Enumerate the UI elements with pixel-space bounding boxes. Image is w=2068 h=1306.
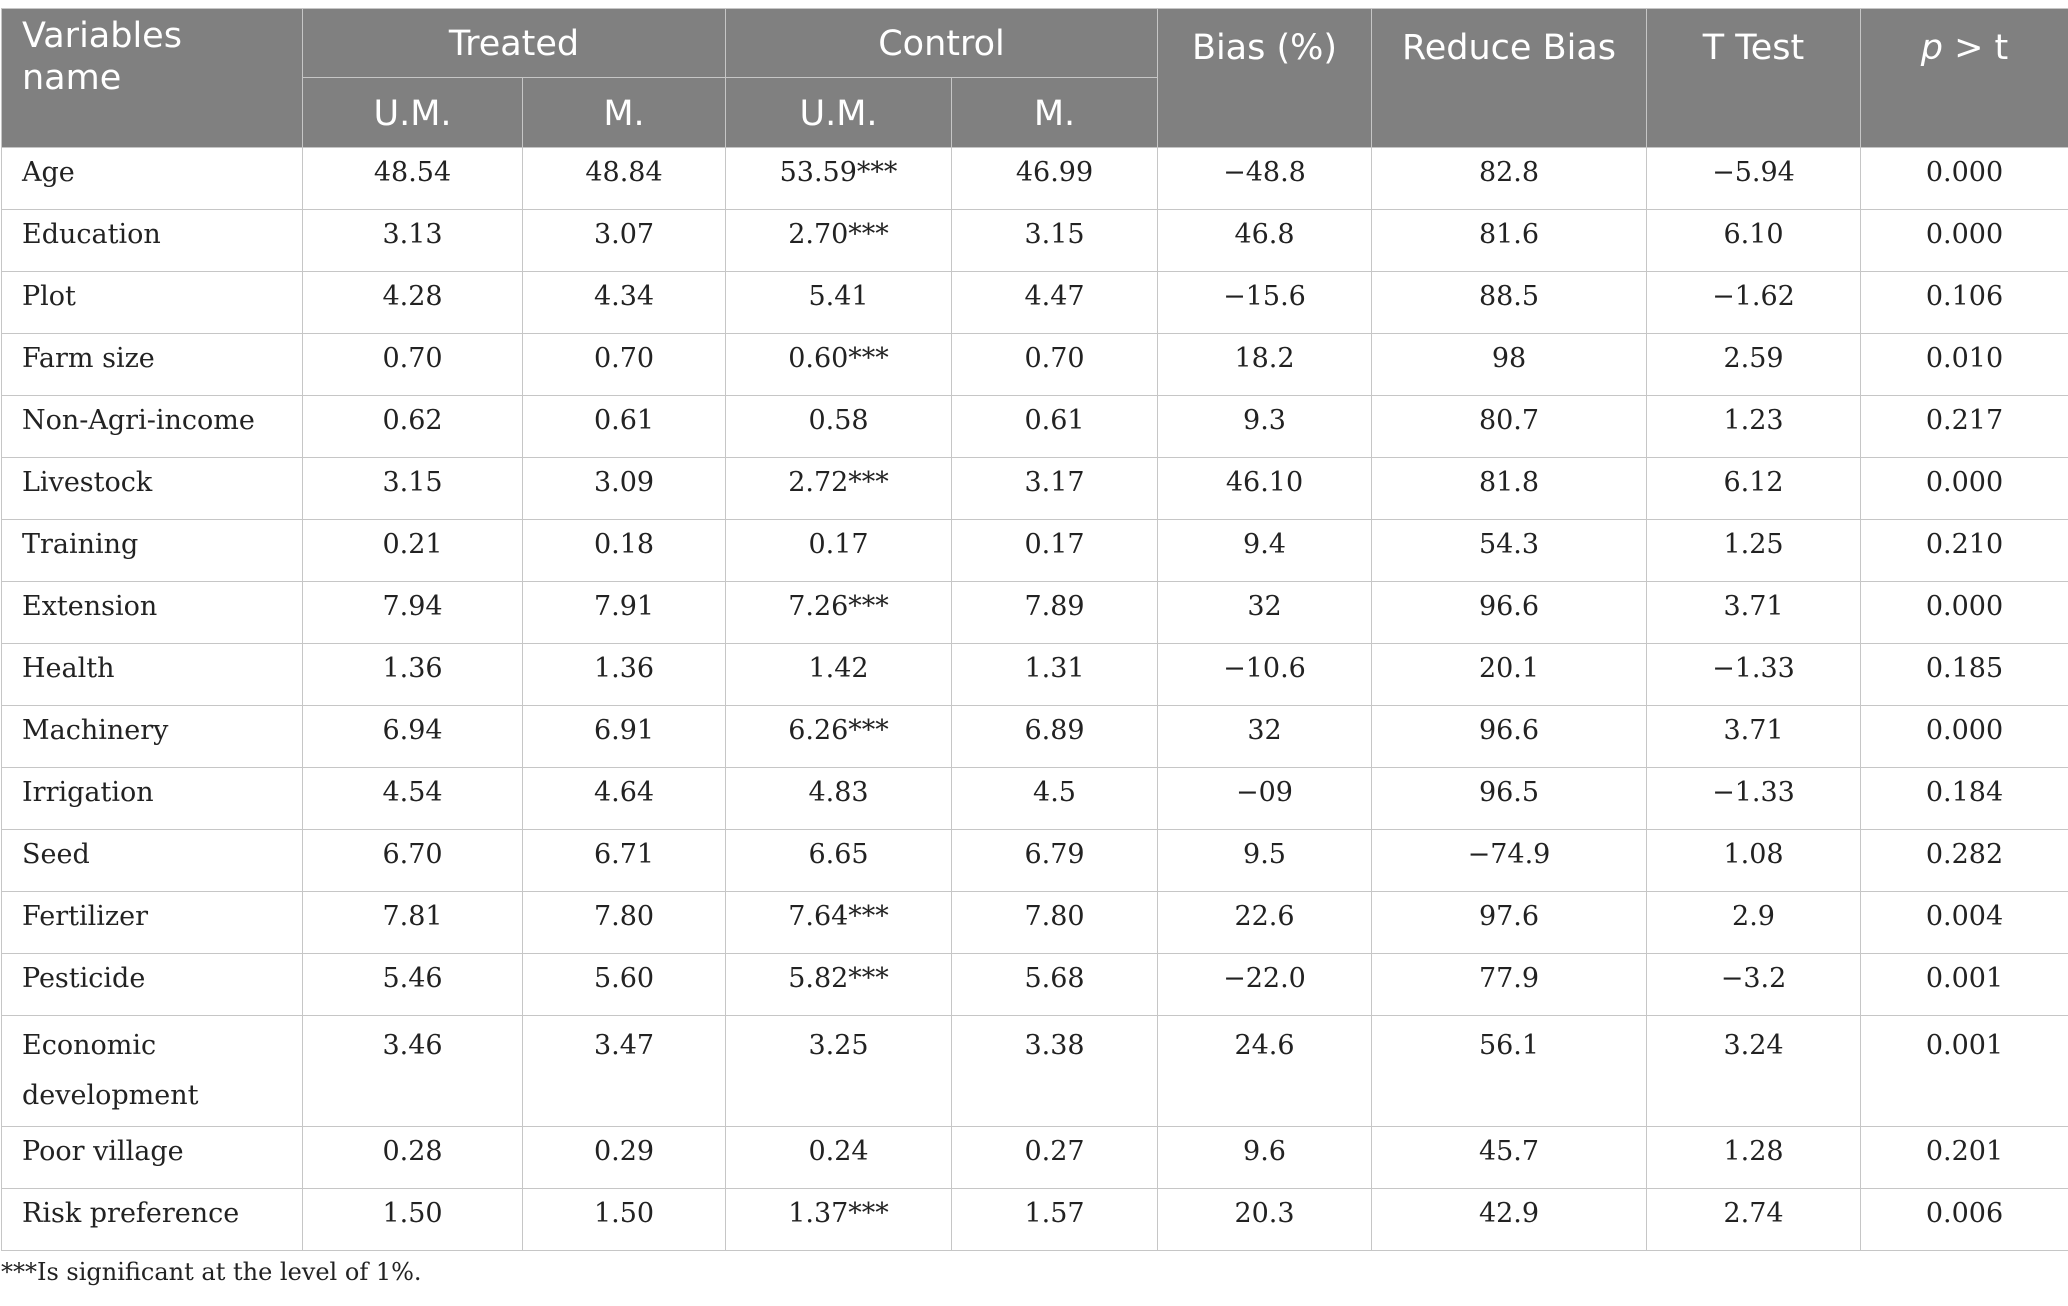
- cell-control-m: 5.68: [952, 954, 1158, 1016]
- cell-treated-um: 0.21: [303, 520, 523, 582]
- cell-control-um: 5.82***: [726, 954, 952, 1016]
- table-row: [2, 768, 2068, 830]
- cell-p-value: 0.004: [1861, 892, 2068, 954]
- cell-treated-um: 6.70: [303, 830, 523, 892]
- cell-control-um: 4.83: [726, 768, 952, 830]
- header-variables-name: [2, 9, 303, 148]
- cell-treated-m: 0.61: [523, 396, 726, 458]
- table-row: [2, 892, 2068, 954]
- cell-treated-um: 5.46: [303, 954, 523, 1016]
- cell-bias: 46.10: [1158, 458, 1372, 520]
- cell-p-value: 0.000: [1861, 148, 2068, 210]
- cell-treated-um: 0.70: [303, 334, 523, 396]
- cell-reduce-bias: 45.7: [1372, 1127, 1647, 1189]
- cell-control-m: 3.15: [952, 210, 1158, 272]
- cell-t-test: −1.62: [1647, 272, 1861, 334]
- cell-bias: 32: [1158, 706, 1372, 768]
- cell-variable-name: Education: [2, 210, 303, 272]
- cell-control-um: 6.65: [726, 830, 952, 892]
- cell-reduce-bias: 56.1: [1372, 1016, 1647, 1127]
- cell-reduce-bias: 96.6: [1372, 582, 1647, 644]
- cell-treated-m: 1.36: [523, 644, 726, 706]
- cell-treated-m: 0.18: [523, 520, 726, 582]
- cell-t-test: 6.12: [1647, 458, 1861, 520]
- cell-bias: 32: [1158, 582, 1372, 644]
- cell-treated-um: 3.46: [303, 1016, 523, 1127]
- table-row: [2, 706, 2068, 768]
- cell-treated-m: 4.64: [523, 768, 726, 830]
- cell-treated-m: 3.47: [523, 1016, 726, 1127]
- cell-variable-name: Training: [2, 520, 303, 582]
- cell-variable-name: Risk preference: [2, 1189, 303, 1251]
- cell-variable-name: Seed: [2, 830, 303, 892]
- cell-bias: 20.3: [1158, 1189, 1372, 1251]
- header-treated-um: U.M.: [303, 78, 523, 148]
- cell-treated-um: 3.15: [303, 458, 523, 520]
- cell-treated-m: 5.60: [523, 954, 726, 1016]
- cell-reduce-bias: 81.8: [1372, 458, 1647, 520]
- table-body: [2, 148, 2068, 1251]
- cell-t-test: −1.33: [1647, 644, 1861, 706]
- cell-treated-um: 7.94: [303, 582, 523, 644]
- cell-control-m: 0.27: [952, 1127, 1158, 1189]
- cell-treated-m: 6.91: [523, 706, 726, 768]
- cell-treated-um: 48.54: [303, 148, 523, 210]
- cell-p-value: 0.210: [1861, 520, 2068, 582]
- cell-p-value: 0.001: [1861, 954, 2068, 1016]
- header-control: Control: [726, 9, 1158, 78]
- cell-bias: 24.6: [1158, 1016, 1372, 1127]
- cell-bias: −22.0: [1158, 954, 1372, 1016]
- cell-control-um: 5.41: [726, 272, 952, 334]
- cell-t-test: 1.08: [1647, 830, 1861, 892]
- cell-treated-m: 0.70: [523, 334, 726, 396]
- cell-variable-name: Livestock: [2, 458, 303, 520]
- cell-t-test: 3.71: [1647, 582, 1861, 644]
- cell-p-value: 0.000: [1861, 210, 2068, 272]
- cell-p-value: 0.185: [1861, 644, 2068, 706]
- cell-t-test: 6.10: [1647, 210, 1861, 272]
- cell-p-value: 0.217: [1861, 396, 2068, 458]
- cell-treated-um: 0.62: [303, 396, 523, 458]
- table-row: [2, 582, 2068, 644]
- cell-control-um: 0.24: [726, 1127, 952, 1189]
- cell-treated-m: 48.84: [523, 148, 726, 210]
- cell-control-um: 53.59***: [726, 148, 952, 210]
- cell-control-um: 7.26***: [726, 582, 952, 644]
- cell-p-value: 0.184: [1861, 768, 2068, 830]
- cell-bias: 9.5: [1158, 830, 1372, 892]
- cell-variable-name: Plot: [2, 272, 303, 334]
- cell-control-m: 3.38: [952, 1016, 1158, 1127]
- cell-control-um: 0.17: [726, 520, 952, 582]
- cell-p-value: 0.006: [1861, 1189, 2068, 1251]
- cell-t-test: 1.25: [1647, 520, 1861, 582]
- header-reduce-bias: Reduce Bias: [1372, 9, 1647, 148]
- header-bias: Bias (%): [1158, 9, 1372, 148]
- cell-reduce-bias: 80.7: [1372, 396, 1647, 458]
- cell-control-m: 4.47: [952, 272, 1158, 334]
- cell-variable-name: Age: [2, 148, 303, 210]
- header-variables-name-text: Variables name: [22, 16, 182, 98]
- cell-treated-um: 6.94: [303, 706, 523, 768]
- table-row: [2, 458, 2068, 520]
- cell-bias: −15.6: [1158, 272, 1372, 334]
- cell-bias: −48.8: [1158, 148, 1372, 210]
- table-row: [2, 1016, 2068, 1127]
- cell-treated-m: 7.80: [523, 892, 726, 954]
- cell-bias: −10.6: [1158, 644, 1372, 706]
- cell-control-m: 4.5: [952, 768, 1158, 830]
- cell-variable-name: Pesticide: [2, 954, 303, 1016]
- cell-control-um: 1.37***: [726, 1189, 952, 1251]
- balance-table: [1, 8, 2068, 1251]
- cell-control-m: 0.61: [952, 396, 1158, 458]
- cell-control-um: 0.58: [726, 396, 952, 458]
- cell-reduce-bias: 20.1: [1372, 644, 1647, 706]
- table-row: [2, 334, 2068, 396]
- cell-control-m: 7.80: [952, 892, 1158, 954]
- cell-treated-um: 4.54: [303, 768, 523, 830]
- cell-reduce-bias: 97.6: [1372, 892, 1647, 954]
- cell-control-m: 7.89: [952, 582, 1158, 644]
- cell-variable-name: Health: [2, 644, 303, 706]
- cell-control-m: 1.31: [952, 644, 1158, 706]
- table-row: [2, 954, 2068, 1016]
- cell-bias: 9.3: [1158, 396, 1372, 458]
- cell-treated-m: 0.29: [523, 1127, 726, 1189]
- header-p-rest: > t: [1942, 28, 2009, 68]
- cell-t-test: 1.23: [1647, 396, 1861, 458]
- cell-p-value: 0.010: [1861, 334, 2068, 396]
- cell-variable-name: Fertilizer: [2, 892, 303, 954]
- cell-control-m: 1.57: [952, 1189, 1158, 1251]
- cell-treated-um: 1.36: [303, 644, 523, 706]
- cell-treated-m: 7.91: [523, 582, 726, 644]
- cell-bias: 9.6: [1158, 1127, 1372, 1189]
- cell-variable-name: Machinery: [2, 706, 303, 768]
- cell-t-test: 3.71: [1647, 706, 1861, 768]
- cell-control-um: 1.42: [726, 644, 952, 706]
- cell-treated-m: 3.07: [523, 210, 726, 272]
- cell-reduce-bias: 81.6: [1372, 210, 1647, 272]
- cell-p-value: 0.201: [1861, 1127, 2068, 1189]
- cell-reduce-bias: 88.5: [1372, 272, 1647, 334]
- cell-treated-m: 4.34: [523, 272, 726, 334]
- cell-treated-m: 6.71: [523, 830, 726, 892]
- cell-reduce-bias: −74.9: [1372, 830, 1647, 892]
- cell-variable-name: Non-Agri-income: [2, 396, 303, 458]
- cell-bias: −09: [1158, 768, 1372, 830]
- cell-bias: 22.6: [1158, 892, 1372, 954]
- table-row: [2, 1189, 2068, 1251]
- cell-control-m: 6.89: [952, 706, 1158, 768]
- cell-t-test: 3.24: [1647, 1016, 1861, 1127]
- cell-reduce-bias: 98: [1372, 334, 1647, 396]
- cell-control-um: 7.64***: [726, 892, 952, 954]
- cell-control-m: 3.17: [952, 458, 1158, 520]
- cell-treated-um: 3.13: [303, 210, 523, 272]
- cell-treated-um: 1.50: [303, 1189, 523, 1251]
- cell-control-um: 2.72***: [726, 458, 952, 520]
- table-row: [2, 830, 2068, 892]
- cell-p-value: 0.282: [1861, 830, 2068, 892]
- cell-treated-um: 7.81: [303, 892, 523, 954]
- cell-reduce-bias: 42.9: [1372, 1189, 1647, 1251]
- table-row: [2, 520, 2068, 582]
- footnote: ***Is significant at the level of 1%.: [1, 1258, 422, 1286]
- cell-variable-name: Poor village: [2, 1127, 303, 1189]
- cell-p-value: 0.001: [1861, 1016, 2068, 1127]
- cell-control-um: 0.60***: [726, 334, 952, 396]
- table-container: [0, 8, 2068, 1251]
- header-treated-m: M.: [523, 78, 726, 148]
- table-header: [2, 9, 2068, 148]
- table-row: [2, 396, 2068, 458]
- cell-t-test: −5.94: [1647, 148, 1861, 210]
- header-p-italic: p: [1920, 28, 1943, 68]
- cell-control-um: 3.25: [726, 1016, 952, 1127]
- cell-t-test: 1.28: [1647, 1127, 1861, 1189]
- cell-variable-name: Irrigation: [2, 768, 303, 830]
- cell-control-um: 2.70***: [726, 210, 952, 272]
- cell-treated-m: 1.50: [523, 1189, 726, 1251]
- cell-reduce-bias: 96.6: [1372, 706, 1647, 768]
- table-row: [2, 210, 2068, 272]
- cell-control-m: 0.17: [952, 520, 1158, 582]
- cell-variable-name: Extension: [2, 582, 303, 644]
- cell-variable-name: Farm size: [2, 334, 303, 396]
- cell-treated-m: 3.09: [523, 458, 726, 520]
- table-row: [2, 1127, 2068, 1189]
- table-row: [2, 272, 2068, 334]
- cell-reduce-bias: 96.5: [1372, 768, 1647, 830]
- cell-treated-um: 4.28: [303, 272, 523, 334]
- cell-t-test: −3.2: [1647, 954, 1861, 1016]
- header-treated: Treated: [303, 9, 726, 78]
- header-p-value: [1861, 9, 2068, 148]
- cell-reduce-bias: 82.8: [1372, 148, 1647, 210]
- table-row: [2, 644, 2068, 706]
- header-control-m: M.: [952, 78, 1158, 148]
- cell-treated-um: 0.28: [303, 1127, 523, 1189]
- cell-p-value: 0.000: [1861, 706, 2068, 768]
- cell-reduce-bias: 54.3: [1372, 520, 1647, 582]
- cell-bias: 46.8: [1158, 210, 1372, 272]
- cell-p-value: 0.000: [1861, 582, 2068, 644]
- cell-variable-name: Economic development: [2, 1016, 303, 1127]
- cell-control-m: 46.99: [952, 148, 1158, 210]
- cell-bias: 18.2: [1158, 334, 1372, 396]
- header-t-test: T Test: [1647, 9, 1861, 148]
- cell-t-test: −1.33: [1647, 768, 1861, 830]
- cell-p-value: 0.000: [1861, 458, 2068, 520]
- cell-control-um: 6.26***: [726, 706, 952, 768]
- cell-t-test: 2.59: [1647, 334, 1861, 396]
- cell-bias: 9.4: [1158, 520, 1372, 582]
- cell-control-m: 0.70: [952, 334, 1158, 396]
- cell-t-test: 2.74: [1647, 1189, 1861, 1251]
- cell-control-m: 6.79: [952, 830, 1158, 892]
- cell-reduce-bias: 77.9: [1372, 954, 1647, 1016]
- header-control-um: U.M.: [726, 78, 952, 148]
- cell-t-test: 2.9: [1647, 892, 1861, 954]
- cell-p-value: 0.106: [1861, 272, 2068, 334]
- table-row: [2, 148, 2068, 210]
